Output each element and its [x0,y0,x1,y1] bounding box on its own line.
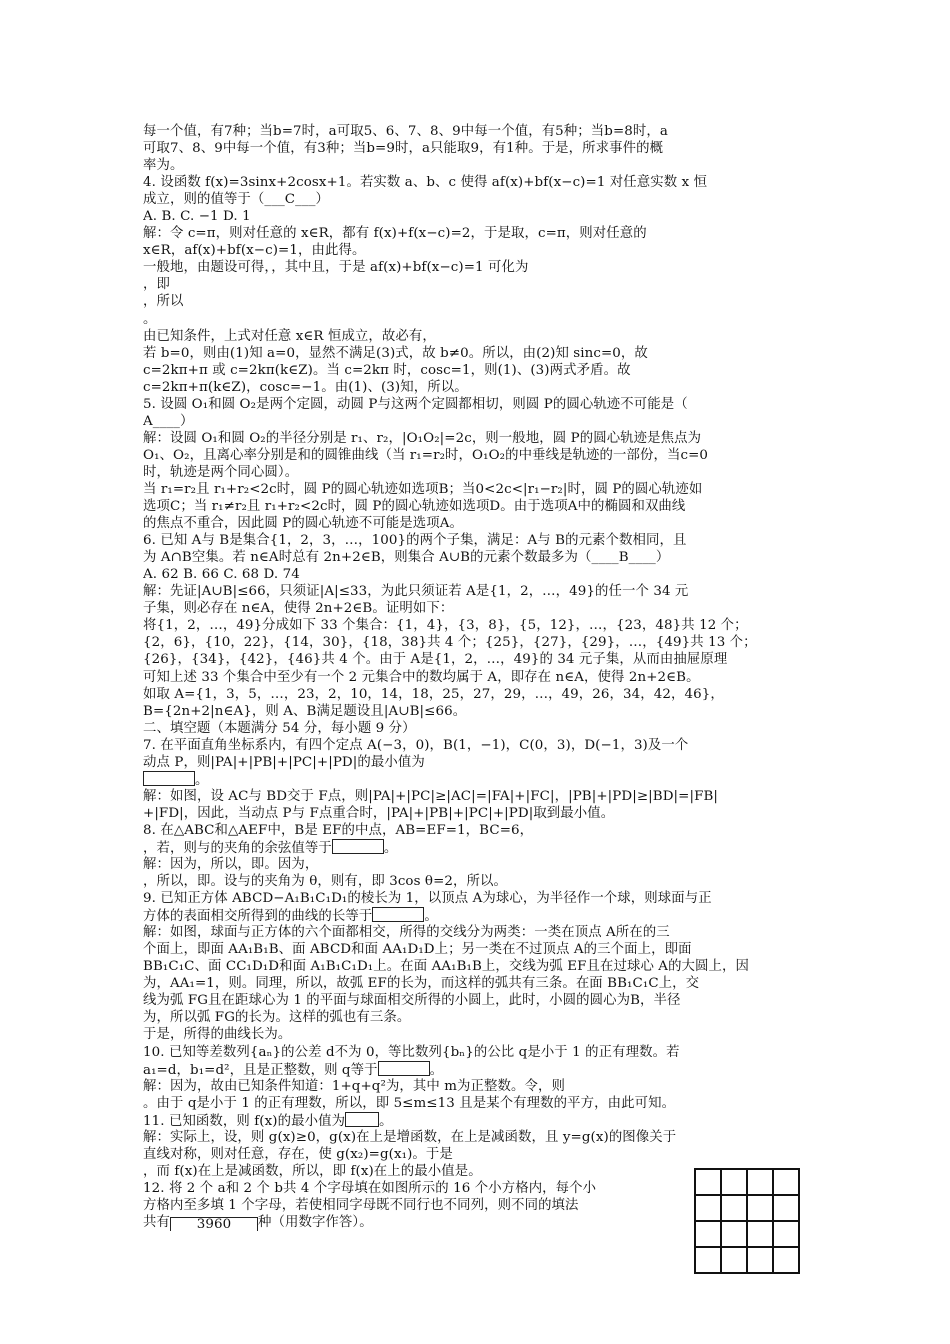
answer-blank-box [332,839,384,854]
answer-blank-box [372,907,424,922]
text-line: 10. 已知等差数列{aₙ}的公差 d不为 0，等比数列{bₙ}的公比 q是小于 1 的正有理数。若 [143,1044,680,1060]
text-line: A. 62 B. 66 C. 68 D. 74 [143,567,300,583]
text-line: 12. 将 2 个 a和 2 个 b共 4 个字母填在如图所示的 16 个小方格内，每个小 [143,1180,597,1196]
answer-blank-box [378,1061,430,1076]
text-line: 可取7、8、9中每一个值，有3种；当b=9时，a只能取9，有1种。于是，所求事件的概 [143,141,664,157]
text-line: 4. 设函数 f(x)=3sinx+2cosx+1。若实数 a、b、c 使得 af(x)+bf(x−c)=1 对任意实数 x 恒 [143,175,708,191]
text-line: 于是，所得的曲线长为。 [143,1027,292,1043]
text-line: 。 [143,771,807,788]
text-line: ，所以 [143,294,184,310]
text-line: 7. 在平面直角坐标系内，有四个定点 A(−3，0)，B(1，−1)，C(0，3)，D(−1，3)及一个 [143,737,689,753]
text-line: 若 b=0，则由(1)知 a=0，显然不满足(3)式，故 b≠0。所以，由(2)知 sinc=0，故 [143,345,648,361]
text-line: 将{1，2，…，49}分成如下 33 个集合：{1，4}，{3，8}，{5，12}，…，{23，48}共 12 个； [143,618,748,634]
text-line: 11. 已知函数，则 f(x)的最小值为 。 [143,1113,393,1129]
text-line: 动点 P，则|PA|+|PB|+|PC|+|PD|的最小值为 [143,754,425,770]
text-line: 解：因为，故由已知条件知道：1+q+q²为，其中 m为正整数。令，则 [143,1078,565,1094]
text-line: 方格内至多填 1 个字母，若使相同字母既不同行也不同列，则不同的填法 [143,1197,579,1213]
text-line: 一般地，由题设可得，，其中且，于是 af(x)+bf(x−c)=1 可化为 [143,260,529,276]
text-line: A____） [143,413,194,429]
text-line: 成立，则的值等于（___C___） [143,192,330,208]
text-line: O₁、O₂，且离心率分别是和的圆锥曲线（当 r₁=r₂时，O₁O₂的中垂线是轨迹的一部份，当c=0 [143,447,709,463]
text-line: 5. 设圆 O₁和圆 O₂是两个定圆，动圆 P与这两个定圆都相切，则圆 P的圆心轨迹不可能是（ [143,396,688,412]
text-line: ，而 f(x)在上是减函数，所以，即 f(x)在上的最小值是。 [143,1163,482,1179]
text-line: a₁=d，b₁=d²，且是正整数，则 q等于 。 [143,1062,444,1078]
text-line: 共有 3960 种（用数字作答）。 [143,1215,373,1232]
text-line: +|FD|，因此，当动点 P与 F点重合时，|PA|+|PB|+|PC|+|PD|取到最小值。 [143,805,615,821]
text-line: 方体的表面相交所得到的曲线的长等于 。 [143,909,438,925]
document-body [143,123,807,1231]
text-line: 6. 已知 A与 B是集合{1，2，3，…，100}的两个子集，满足：A与 B的元素个数相同，且 [143,533,687,549]
text-line: 解：设圆 O₁和圆 O₂的半径分别是 r₁、r₂，|O₁O₂|=2c，则一般地，圆 P的圆心轨迹是焦点为 [143,430,702,446]
text-line: 可知上述 33 个集合中至少有一个 2 元集合中的数均属于 A，即存在 n∈A，使得 2n+2∈B。 [143,669,700,685]
text-line: c=2kπ+π 或 c=2kπ(k∈Z)。当 c=2kπ 时，cosc=1，则(1)、(3)两式矛盾。故 [143,362,631,378]
text-line: 。 [143,311,157,327]
text-line: {2，6}，{10，22}，{14，30}，{18，38}共 4 个；{25}，{27}，{29}，…，{49}共 13 个； [143,635,757,651]
text-line: ，所以，即。设与的夹角为 θ，则有，即 3cos θ=2，所以。 [143,874,507,890]
text-line: 二、填空题（本题满分 54 分，每小题 9 分） [143,720,416,736]
text-line: ，即 [143,277,170,293]
grid-4x4-figure [694,1168,800,1274]
text-line: 时，轨迹是两个同心圆）。 [143,464,299,480]
text-line: c=2kπ+π(k∈Z)，cosc=−1。由(1)、(3)知，所以。 [143,379,468,395]
text-line: 率为。 [143,158,184,174]
text-line: 线为弧 FG且在距球心为 1 的平面与球面相交所得的小圆上，此时，小圆的圆心为B，半径 [143,993,681,1009]
text-line: 直线对称，则对任意，存在，使 g(x₂)=g(x₁)。于是 [143,1146,453,1162]
text-line: 如取 A={1，3，5，…，23，2，10，14，18，25，27，29，…，49，26，34，42，46}， [143,686,724,702]
text-line: 每一个值，有7种；当b=7时，a可取5、6、7、8、9中每一个值，有5种；当b=8时，a [143,124,668,139]
text-line: 解：如图，球面与正方体的六个面都相交，所得的交线分为两类：一类在顶点 A所在的三 [143,925,670,941]
text-line: 解：先证|A∪B|≤66，只须证|A|≤33，为此只须证若 A是{1，2，…，49}的任一个 34 元 [143,584,689,600]
text-line: 当 r₁=r₂且 r₁+r₂<2c时，圆 P的圆心轨迹如选项B；当0<2c<|r₁−r₂|时，圆 P的圆心轨迹如 [143,481,703,497]
text-line: 。由于 q是小于 1 的正有理数，所以，即 5≤m≤13 且是某个有理数的平方，由此可知。 [143,1095,676,1111]
answer-12-box: 3960 [170,1217,258,1231]
text-line: 9. 已知正方体 ABCD−A₁B₁C₁D₁的棱长为 1，以顶点 A为球心，为半径作一个球，则球面与正 [143,891,712,907]
text-line: 为 A∩B空集。若 n∈A时总有 2n+2∈B，则集合 A∪B的元素个数最多为（____B____） [143,550,670,566]
text-line: 解：因为，所以，即。因为， [143,857,319,873]
text-line: A. B. C. −1 D. 1 [143,209,251,225]
text-line: 个面上，即面 AA₁B₁B、面 ABCD和面 AA₁D₁D上；另一类在不过顶点 A的三个面上，即面 [143,942,692,958]
text-line: 的焦点不重合，因此圆 P的圆心轨迹不可能是选项A。 [143,516,464,532]
text-line: ，若，则与的夹角的余弦值等于 。 [143,840,398,856]
text-line: B={2n+2|n∈A}，则 A、B满足题设且|A∪B|≤66。 [143,703,467,719]
text-line: 解：如图，设 AC与 BD交于 F点，则|PA|+|PC|≥|AC|=|FA|+|FC|，|PB|+|PD|≥|BD|=|FB| [143,788,719,804]
text-line: {26}，{34}，{42}，{46}共 4 个。由于 A是{1，2，…，49}的 34 元子集，从而由抽屉原理 [143,652,728,668]
text-line: 8. 在△ABC和△AEF中，B是 EF的中点，AB=EF=1，BC=6， [143,822,534,838]
text-line: 子集，则必存在 n∈A，使得 2n+2∈B。证明如下： [143,601,454,617]
text-line: x∈R，af(x)+bf(x−c)=1，由此得。 [143,243,366,259]
text-line: BB₁C₁C、面 CC₁D₁D和面 A₁B₁C₁D₁上。在面 AA₁B₁B上，交线为弧 EF且在过球心 A的大圆上，因 [143,959,750,975]
text-line: 为，所以弧 FG的长为。这样的弧也有三条。 [143,1010,411,1026]
text-line: 解：实际上，设，则 g(x)≥0，g(x)在上是增函数，在上是减函数，且 y=g(x)的图像关于 [143,1129,677,1145]
answer-blank-box [345,1112,379,1127]
text-line: 为，AA₁=1，则。同理，所以，故弧 EF的长为，而这样的弧共有三条。在面 BB₁C₁C上，交 [143,976,700,992]
text-line: 选项C；当 r₁≠r₂且 r₁+r₂<2c时，圆 P的圆心轨迹如选项D。由于选项A中的椭圆和双曲线 [143,499,686,515]
answer-blank-box [143,771,195,786]
text-line: 由已知条件，上式对任意 x∈R 恒成立，故必有， [143,328,436,344]
text-line: 解：令 c=π，则对任意的 x∈R，都有 f(x)+f(x−c)=2，于是取，c=π，则对任意的 [143,226,647,242]
